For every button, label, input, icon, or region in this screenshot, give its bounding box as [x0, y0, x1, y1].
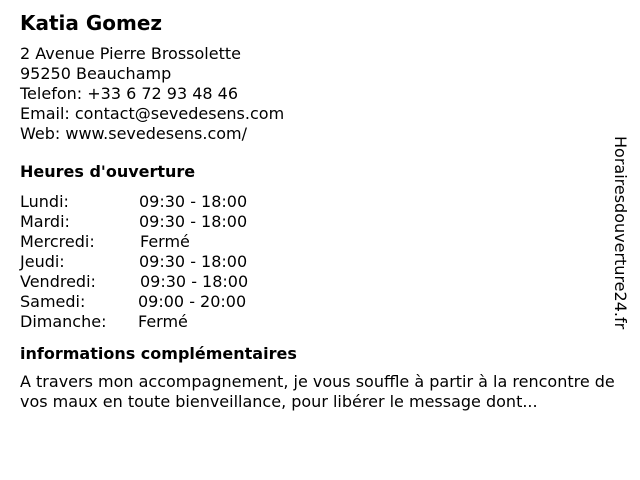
day-label: Vendredi:	[20, 272, 96, 291]
day-label: Jeudi:	[20, 252, 65, 271]
web-line: Web: www.sevedesens.com/	[20, 124, 248, 143]
day-label: Lundi:	[20, 192, 69, 211]
hours-row-friday	[20, 272, 630, 292]
day-hours: Fermé	[138, 312, 188, 331]
hours-row-wednesday	[20, 232, 630, 252]
hours-row-monday	[20, 192, 630, 212]
info-title: informations complémentaires	[20, 344, 297, 363]
day-hours: 09:30 - 18:00	[139, 192, 248, 211]
hours-row-saturday	[20, 292, 630, 312]
business-card	[20, 10, 630, 412]
day-label: Mercredi:	[20, 232, 95, 251]
hours-row-thursday	[20, 252, 630, 272]
hours-row-tuesday	[20, 212, 630, 232]
address-line-1: 2 Avenue Pierre Brossolette	[20, 44, 241, 63]
day-label: Mardi:	[20, 212, 70, 231]
hours-table	[20, 192, 630, 332]
site-watermark: Horairesdouverture24.fr	[611, 136, 630, 330]
hours-title: Heures d'ouverture	[20, 162, 196, 181]
business-name: Katia Gomez	[20, 11, 163, 35]
day-hours: 09:30 - 18:00	[140, 272, 249, 291]
phone-line: Telefon: +33 6 72 93 48 46	[20, 84, 239, 103]
email-line: Email: contact@sevedesens.com	[20, 104, 285, 123]
info-description: A travers mon accompagnement, je vous souffle à partir à la rencontre de vos maux en toute bienveillance, pour libérer le message dont...	[20, 372, 615, 411]
hours-row-sunday	[20, 312, 630, 332]
day-hours: 09:30 - 18:00	[139, 252, 248, 271]
day-hours: 09:00 - 20:00	[138, 292, 247, 311]
day-hours: 09:30 - 18:00	[139, 212, 248, 231]
day-label: Dimanche:	[20, 312, 107, 331]
day-hours: Fermé	[140, 232, 190, 251]
address-line-2: 95250 Beauchamp	[20, 64, 172, 83]
day-label: Samedi:	[20, 292, 86, 311]
